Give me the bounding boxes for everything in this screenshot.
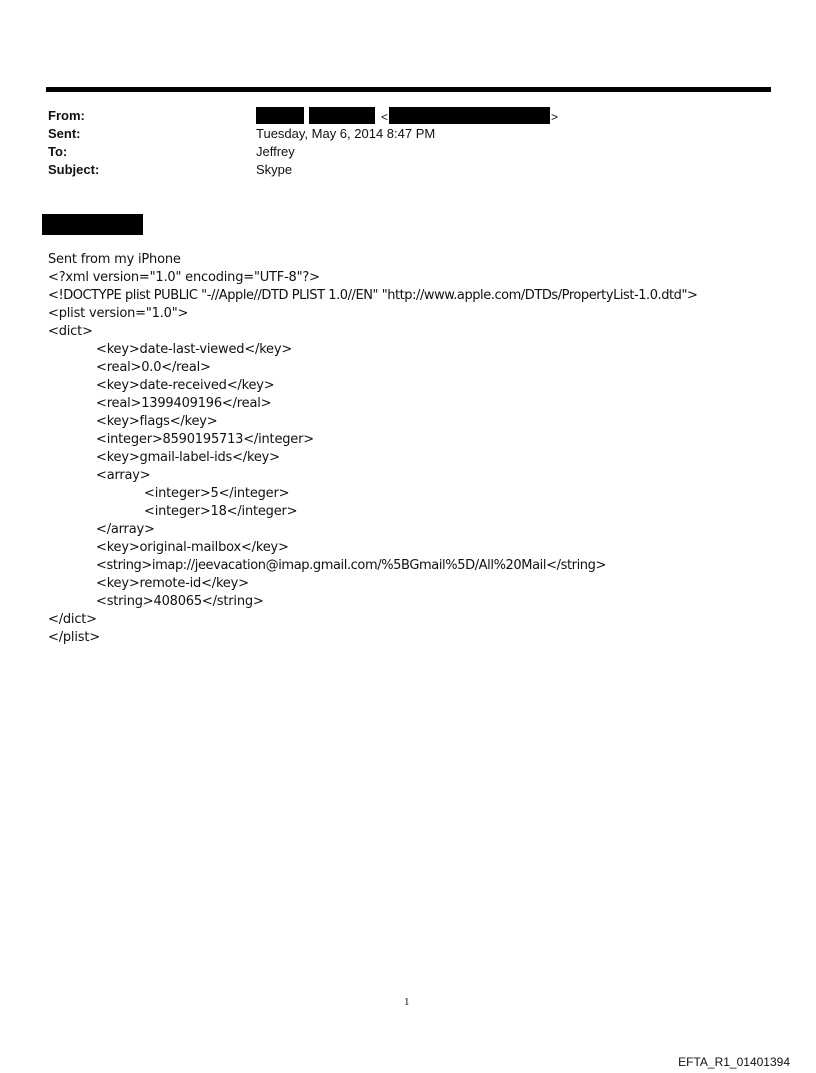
body-line: <real>1399409196</real> (96, 396, 272, 411)
body-line: <key>flags</key> (96, 414, 218, 429)
body-line: <array> (96, 468, 151, 483)
redaction-block (389, 107, 550, 124)
body-line: <key>date-last-viewed</key> (96, 342, 293, 357)
body-line: <key>gmail-label-ids</key> (96, 450, 280, 465)
body-line: <integer>8590195713</integer> (96, 432, 314, 447)
body-line: <string>imap://jeevacation@imap.gmail.com/%5BGmail%5D/All%20Mail</string> (96, 558, 606, 573)
body-line: </plist> (48, 630, 100, 645)
to-value: Jeffrey (256, 144, 295, 159)
body-line: <key>date-received</key> (96, 378, 275, 393)
body-line: <key>remote-id</key> (96, 576, 249, 591)
body-line: </array> (96, 522, 155, 537)
page-number: 1 (404, 996, 410, 1008)
body-line: Sent from my iPhone (48, 252, 181, 267)
bates-number: EFTA_R1_01401394 (678, 1055, 790, 1069)
body-line: <plist version="1.0"> (48, 306, 189, 321)
body-line: <?xml version="1.0" encoding="UTF-8"?> (48, 270, 320, 285)
sent-value: Tuesday, May 6, 2014 8:47 PM (256, 126, 436, 141)
redaction-block (42, 214, 143, 235)
body-line: <key>original-mailbox</key> (96, 540, 289, 555)
from-open-bracket: < (381, 110, 389, 124)
body-line: </dict> (48, 612, 97, 627)
sent-label: Sent: (48, 126, 81, 141)
body-line: <integer>18</integer> (144, 504, 298, 519)
header-rule (46, 87, 771, 92)
subject-label: Subject: (48, 162, 100, 177)
body-line: <integer>5</integer> (144, 486, 290, 501)
from-close-bracket: > (551, 110, 559, 124)
redaction-block (256, 107, 304, 124)
redaction-block (309, 107, 375, 124)
body-line: <real>0.0</real> (96, 360, 211, 375)
to-label: To: (48, 144, 68, 159)
from-label: From: (48, 108, 85, 123)
body-line: <dict> (48, 324, 93, 339)
subject-value: Skype (256, 162, 293, 177)
body-line: <string>408065</string> (96, 594, 264, 609)
body-line: <!DOCTYPE plist PUBLIC "-//Apple//DTD PLIST 1.0//EN" "http://www.apple.com/DTDs/PropertyList-1.0.dtd"> (48, 288, 698, 303)
